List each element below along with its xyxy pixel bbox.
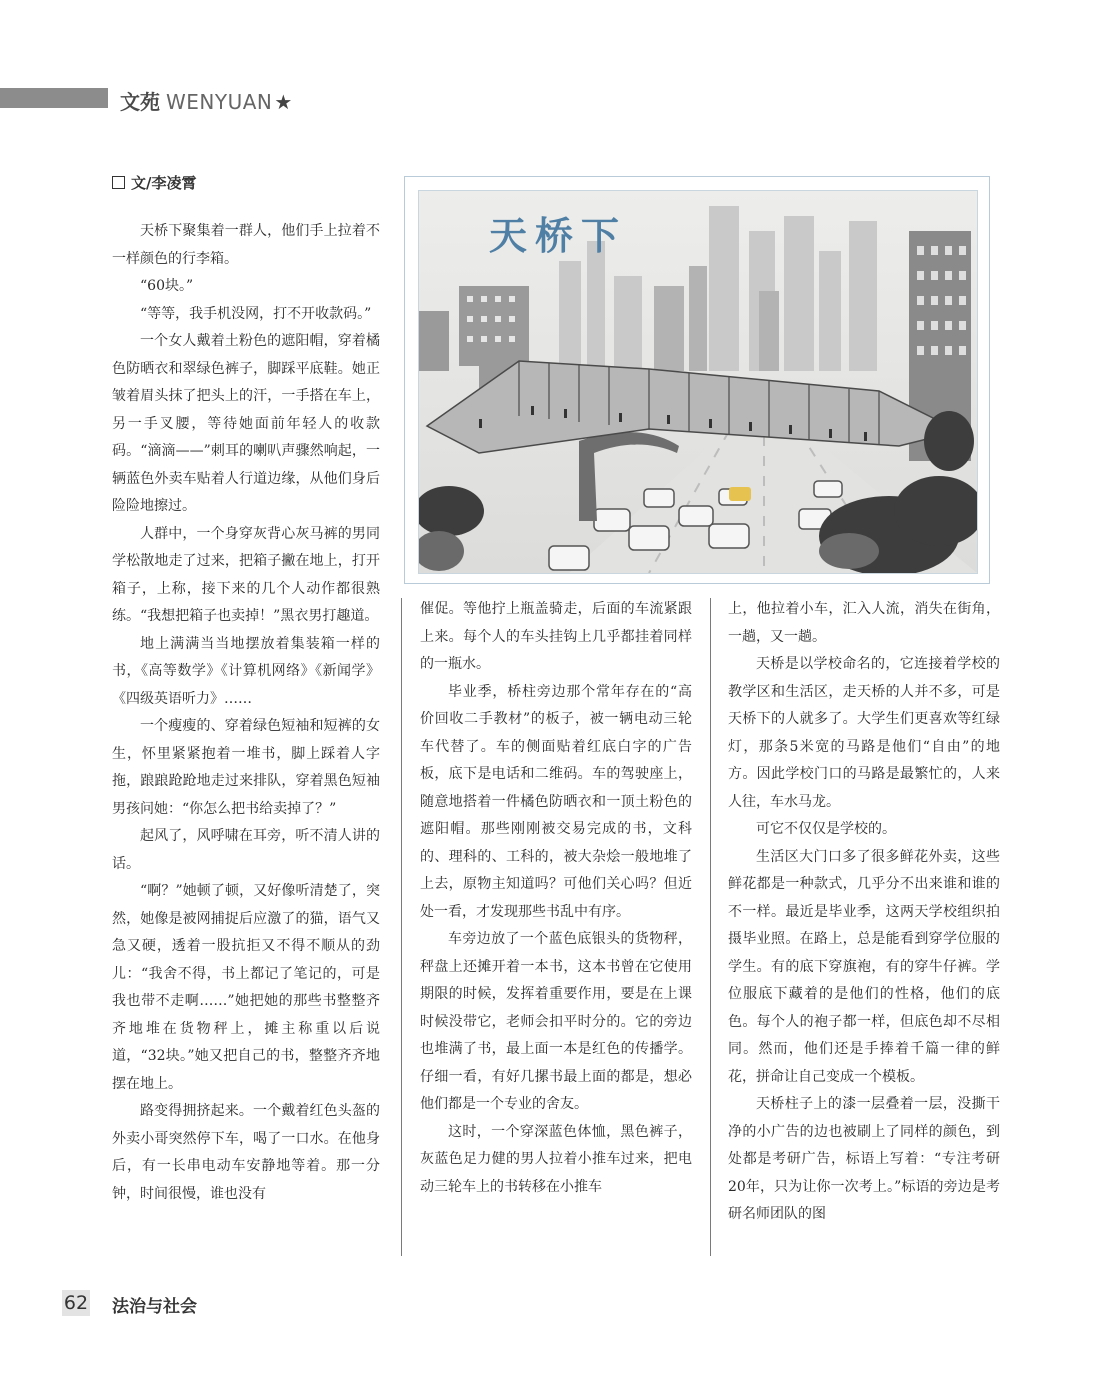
paragraph: 起风了，风呼啸在耳旁，听不清人讲的话。 xyxy=(112,828,380,872)
paragraph: 天桥下聚集着一群人，他们手上拉着不一样颜色的行李箱。 xyxy=(112,223,380,267)
star-icon: ★ xyxy=(274,90,293,114)
author-byline xyxy=(112,172,196,193)
text-column-2 xyxy=(420,596,692,1201)
section-header xyxy=(120,86,292,115)
article-title: 天桥下 xyxy=(489,214,628,258)
header-bar xyxy=(0,88,108,108)
paragraph: “60块。” xyxy=(140,278,194,294)
author-name: 文/李凌霄 xyxy=(131,174,197,192)
paragraph: 毕业季，桥柱旁边那个常年存在的“高价回收二手教材”的板子，被一辆电动三轮车代替了。车的侧面贴着红底白字的广告板，底下是电话和二维码。车的驾驶座上，随意地搭着一件橘色防晒衣和一顶土粉色的遮阳帽。那些刚刚被交易完成的书，文科的、理科的、工科的，被大杂烩一般地堆了上去，原物主知道吗？可他们关心吗？但近处一看，才发现那些书乱中有序。 xyxy=(420,683,692,920)
paragraph-continued: 催促。等他拧上瓶盖骑走，后面的车流紧跟上来。每个人的车头挂钩上几乎都挂着同样的一瓶水。 xyxy=(420,601,692,672)
illustration xyxy=(418,190,978,574)
paragraph: 天桥柱子上的漆一层叠着一层，没撕干净的小广告的边也被刷上了同样的颜色，到处都是考研广告，标语上写着：“专注考研20年，只为让你一次考上。”标语的旁边是考研名师团队的图 xyxy=(728,1096,1000,1222)
section-name-en: WENYUAN xyxy=(166,90,273,114)
paragraph: “啊？”她顿了顿，又好像听清楚了，突然，她像是被网捕捉后应激了的猫，语气又急又硬，透着一股抗拒又不得不顺从的劲儿：“我舍不得，书上都记了笔记的，可是我也带不走啊……”她把她的那些书整整齐齐地堆在货物秤上，摊主称重以后说道，“32块。”她又把自己的书，整整齐齐地摆在地上。 xyxy=(112,883,380,1092)
paragraph: 路变得拥挤起来。一个戴着红色头盔的外卖小哥突然停下车，喝了一口水。在他身后，有一长串电动车安静地等着。那一分钟，时间很慢，谁也没有 xyxy=(112,1103,380,1202)
paragraph: 一个瘦瘦的、穿着绿色短袖和短裤的女生，怀里紧紧抱着一堆书，脚上踩着人字拖，踉踉跄跄地走过来排队，穿着黑色短袖男孩问她：“你怎么把书给卖掉了？” xyxy=(112,718,380,817)
section-name-cn: 文苑 xyxy=(120,90,160,114)
paragraph: 天桥是以学校命名的，它连接着学校的教学区和生活区，走天桥的人并不多，可是天桥下的人就多了。大学生们更喜欢等红绿灯，那条5米宽的马路是他们“自由”的地方。因此学校门口的马路是最繁忙的，人来人往，车水马龙。 xyxy=(728,656,1000,810)
paragraph: 生活区大门口多了很多鲜花外卖，这些鲜花都是一种款式，几乎分不出来谁和谁的不一样。最近是毕业季，这两天学校组织拍摄毕业照。在路上，总是能看到穿学位服的学生。有的底下穿旗袍，有的穿牛仔裤。学位服底下藏着的是他们的性格，他们的底色。每个人的袍子都一样，但底色却不尽相同。然而，他们还是手捧着千篇一律的鲜花，拼命让自己变成一个模板。 xyxy=(728,848,1000,1085)
text-column-1 xyxy=(112,218,380,1208)
paragraph-continued: 上，他拉着小车，汇入人流，消失在街角，一趟，又一趟。 xyxy=(728,601,1000,645)
illustration-frame xyxy=(404,176,990,584)
text-column-3 xyxy=(728,596,1000,1229)
column-divider xyxy=(710,598,711,1256)
paragraph: 这时，一个穿深蓝色体恤，黑色裤子，灰蓝色足力健的男人拉着小推车过来，把电动三轮车上的书转移在小推车 xyxy=(420,1123,692,1195)
magazine-name: 法治与社会 xyxy=(112,1297,197,1317)
page-number: 62 xyxy=(63,1292,89,1314)
paragraph: 人群中，一个身穿灰背心灰马裤的男同学松散地走了过来，把箱子撇在地上，打开箱子，上称，接下来的几个人动作都很熟练。“我想把箱子也卖掉！”黑衣男打趣道。 xyxy=(112,525,380,624)
paragraph: “等等，我手机没网，打不开收款码。” xyxy=(140,305,372,322)
square-bullet-icon xyxy=(112,176,125,189)
column-divider xyxy=(401,598,402,1256)
paragraph: 一个女人戴着土粉色的遮阳帽，穿着橘色防晒衣和翠绿色裤子，脚踩平底鞋。她正皱着眉头抹了把头上的汗，一手搭在车上，另一手叉腰，等待她面前年轻人的收款码。“滴滴——”刺耳的喇叭声骤然响起，一辆蓝色外卖车贴着人行道边缘，从他们身后险险地擦过。 xyxy=(112,333,380,514)
paragraph: 可它不仅仅是学校的。 xyxy=(756,821,896,837)
paragraph: 地上满满当当地摆放着集装箱一样的书，《高等数学》《计算机网络》《新闻学》《四级英语听力》…… xyxy=(112,635,380,707)
paragraph: 车旁边放了一个蓝色底银头的货物秤，秤盘上还摊开着一本书，这本书曾在它使用期限的时候，发挥着重要作用，要是在上课时候没带它，老师会扣平时分的。它的旁边也堆满了书，最上面一本是红色的传播学。仔细一看，有好几摞书最上面的都是，想必他们都是一个专业的舍友。 xyxy=(420,931,692,1112)
